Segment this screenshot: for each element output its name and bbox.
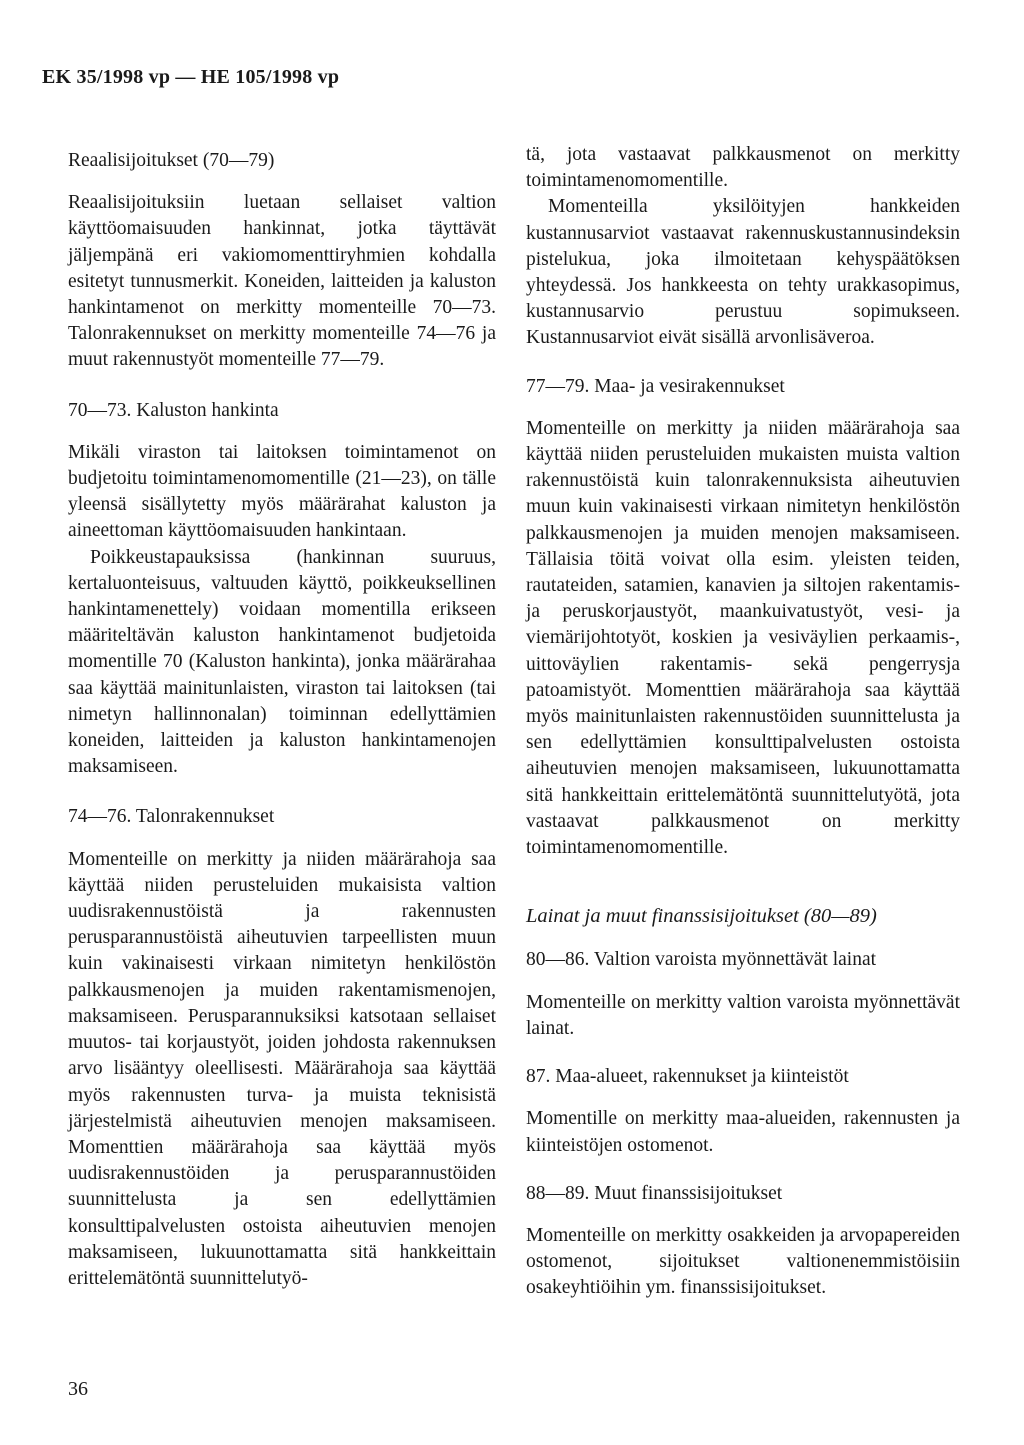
section-heading-muut-finanssisijoitukset: 88—89. Muut finanssisijoitukset	[526, 1182, 783, 1204]
section-heading-lainat-80-86: 80—86. Valtion varoista myönnettävät lainat	[526, 949, 877, 971]
right-column	[526, 142, 960, 1302]
paragraph-maa-alueet: Momentille on merkitty maa-alueiden, rakennusten ja kiinteistöjen ostomenot.	[526, 1108, 960, 1156]
paragraph-kustannusarviot: Momenteilla yksilöityjen hankkeiden kustannusarviot vastaavat rakennuskustannusindeksin pistelukua, joka ilmoitetaan kehyspäätöksen yhteydessä. Jos hankkeesta on tehty urakkasopimus, kustannusarvio perustuu sopimukseen. Kustannusarviot eivät sisällä arvonlisäveroa.	[526, 196, 960, 349]
section-heading-lainat: Lainat ja muut finanssisijoitukset (80—89)	[526, 905, 877, 928]
paragraph-lainat-80-86: Momenteille on merkitty valtion varoista myönnettävät lainat.	[526, 991, 960, 1039]
page-header: EK 35/1998 vp — HE 105/1998 vp	[42, 66, 340, 88]
paragraph-muut-finanssisijoitukset: Momenteille on merkitty osakkeiden ja arvopapereiden ostomenot, sijoitukset valtionenemmistöisiin osakeyhtiöihin ym. finanssisijoitukset.	[526, 1224, 960, 1299]
paragraph-reaalisijoitukset: Reaalisijoituksiin luetaan sellaiset valtion käyttöomaisuuden hankinnat, jotka täyttävät jäljempänä eri vakiomomenttiryhmien kohdalla esitetyt tunnusmerkit. Koneiden, laitteiden ja kaluston hankintamenot on merkitty momenteille 70—73. Talonrakennukset on merkitty momenteille 74—76 ja muut rakennustyöt momenteille 77—79.	[68, 192, 496, 371]
section-heading-reaalisijoitukset: Reaalisijoitukset (70—79)	[68, 150, 275, 171]
section-heading-maa-ja-vesirakennukset: 77—79. Maa- ja vesirakennukset	[526, 375, 785, 397]
left-column	[68, 140, 496, 1292]
paragraph-kaluston-hankinta-1: Mikäli viraston tai laitoksen toimintamenot on budjetoitu toimintamenomomentille (21—23), on tälle yleensä sisällytetty myös määrärahat kaluston ja aineettoman käyttöomaisuuden hankintaan.	[68, 441, 496, 542]
section-heading-maa-alueet: 87. Maa-alueet, rakennukset ja kiinteistöt	[526, 1066, 849, 1088]
page-number: 36	[68, 1378, 88, 1400]
section-heading-talonrakennukset: 74—76. Talonrakennukset	[68, 806, 275, 828]
section-heading-kaluston-hankinta: 70—73. Kaluston hankinta	[68, 399, 279, 421]
paragraph-kaluston-hankinta-2: Poikkeustapauksissa (hankinnan suuruus, kertaluonteisuus, valtuuden käyttö, poikkeuksellinen hankintamenettely) voidaan momentilla erikseen määriteltävän kaluston hankintamenot budjetoida momentille 70 (Kaluston hankinta), jonka määrärahaa saa käyttää mainitunlaisten, viraston tai laitoksen (tai nimetyn hallinnonalan) toiminnan edellyttämien koneiden, laitteiden ja kaluston hankintamenojen maksamiseen.	[68, 546, 496, 778]
paragraph-talonrakennukset-continued: tä, jota vastaavat palkkausmenot on merkitty toimintamenomomentille.	[526, 144, 960, 192]
paragraph-maa-ja-vesirakennukset: Momenteille on merkitty ja niiden määrärahoja saa käyttää niiden perusteluiden mukaisten muista valtion rakennustöistä kuin talonrakennuksista aiheutuvien muun kuin vakinaisesti virkaan nimitetyn henkilöstön palkkausmenojen ja muiden menojen maksamiseen. Tällaisia töitä voivat olla esim. yleisten teiden, rautateiden, satamien, kanavien ja siltojen rakentamis- ja peruskorjaustyöt, maankuivatustyöt, vesi- ja viemärijohtotyöt, koskien ja vesiväylien perkaamis-, uittoväylien rakentamis- sekä pengerrysja patoamistyöt. Momenttien määrärahoja saa käyttää myös mainitunlaisten rakennustöiden suunnittelusta ja sen edellyttämien konsulttipalvelusten ostoista aiheutuvien menojen maksamiseen, lukuunottamatta sitä hankkeittain erittelemätöntä suunnittelutyötä, jota vastaavat palkkausmenot on merkitty toimintamenomomentille.	[526, 417, 960, 859]
paragraph-talonrakennukset: Momenteille on merkitty ja niiden määrärahoja saa käyttää niiden perusteluiden mukaisista valtion uudisrakennustöistä ja rakennusten perusparannustöistä aiheutuvien tarpeellisten muun kuin vakinaisesti virkaan nimitetyn henkilöstön palkkausmenojen ja muiden rakentamismenojen, maksamiseen. Perusparannuksiksi katsotaan sellaiset muutos- tai korjaustyöt, joiden johdosta rakennuksen arvo lisääntyy oleellisesti. Määrärahoja saa käyttää myös rakennusten turva- ja muista teknisistä järjestelmistä aiheutuvien menojen maksamiseen. Momenttien määrärahoja saa käyttää myös uudisrakennustöiden ja perusparannustöiden suunnittelusta ja sen edellyttämien konsulttipalvelusten ostoista aiheutuvien menojen maksamiseen, lukuunottamatta sitä hankkeittain erittelemätöntä suunnittelutyö-	[68, 848, 496, 1289]
